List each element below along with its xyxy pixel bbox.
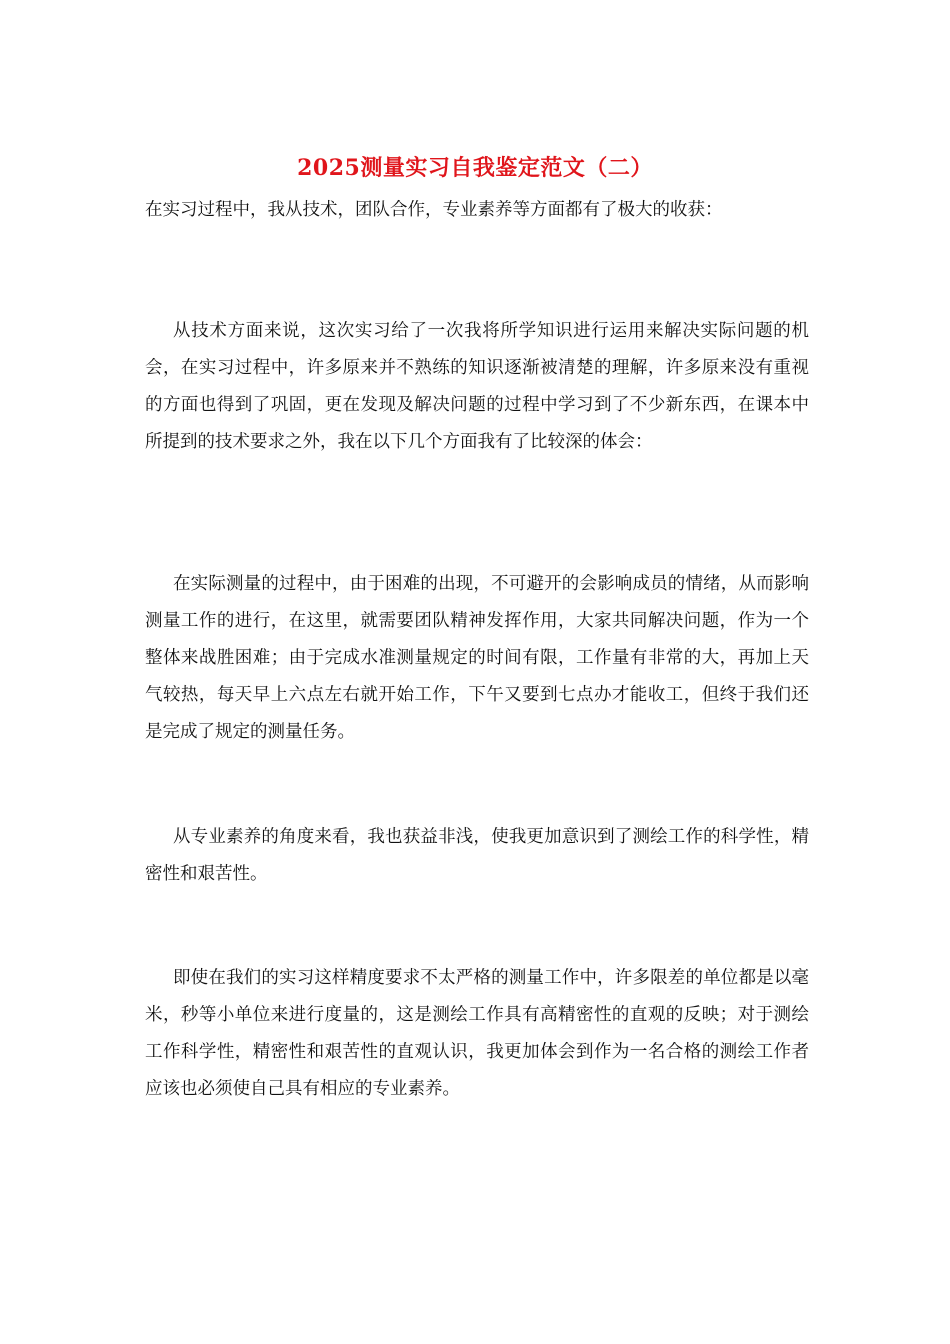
intro-line: 在实习过程中，我从技术，团队合作，专业素养等方面都有了极大的收获：	[145, 200, 723, 220]
document-title: 2025测量实习自我鉴定范文（二）	[297, 155, 653, 181]
paragraph-teamwork: 在实际测量的过程中，由于困难的出现，不可避开的会影响成员的情绪，从而影响测量工作的进行，在这里，就需要团队精神发挥作用，大家共同解决问题，作为一个整体来战胜困难；由于完成水准测量规定的时间有限，工作量有非常的大，再加上天气较热，每天早上六点左右就开始工作，下午又要到七点办才能收工，但终于我们还是完成了规定的测量任务。	[145, 573, 809, 742]
paragraph-professional: 从专业素养的角度来看，我也获益非浅，使我更加意识到了测绘工作的科学性，精密性和艰苦性。	[145, 826, 809, 884]
paragraph-precision: 即使在我们的实习这样精度要求不太严格的测量工作中，许多限差的单位都是以毫米，秒等小单位来进行度量的，这是测绘工作具有高精密性的直观的反映；对于测绘工作科学性，精密性和艰苦性的直观认识，我更加体会到作为一名合格的测绘工作者应该也必须使自己具有相应的专业素养。	[145, 967, 809, 1099]
paragraph-technical: 从技术方面来说，这次实习给了一次我将所学知识进行运用来解决实际问题的机会，在实习过程中，许多原来并不熟练的知识逐渐被清楚的理解，许多原来没有重视的方面也得到了巩固，更在发现及解决问题的过程中学习到了不少新东西，在课本中所提到的技术要求之外，我在以下几个方面我有了比较深的体会：	[145, 320, 809, 452]
